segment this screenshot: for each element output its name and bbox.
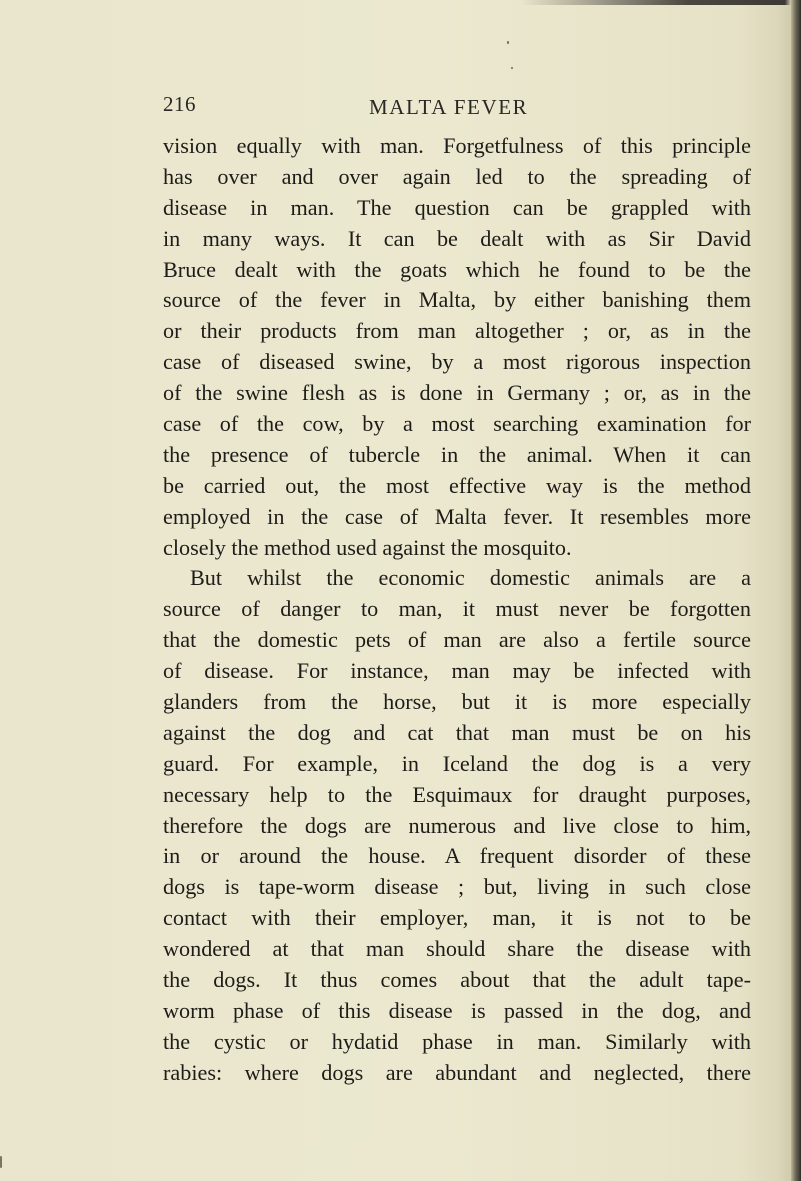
text-line: has over and over again led to the spreading of	[163, 163, 751, 189]
text-line: vision equally with man. Forgetfulness of this principle	[163, 133, 751, 158]
paper-speck	[507, 41, 509, 44]
text-line: dogs is tape-worm disease ; but, living in such close	[163, 874, 751, 900]
text-line: be carried out, the most effective way is the method	[163, 472, 751, 498]
page-right-edge	[791, 0, 801, 1181]
text-line: the presence of tubercle in the animal. When it can	[163, 441, 751, 467]
paper-speck	[511, 67, 513, 69]
text-line: source of the fever in Malta, by either banishing them	[163, 287, 751, 313]
text-line: of the swine flesh as is done in Germany ; or, as in the	[163, 380, 751, 406]
text-line: guard. For example, in Iceland the dog is a very	[163, 750, 751, 776]
paper-speck	[0, 1156, 2, 1168]
running-header	[0, 92, 801, 126]
text-line: employed in the case of Malta fever. It resembles more	[163, 503, 751, 529]
text-line: therefore the dogs are numerous and live close to him,	[163, 812, 751, 838]
text-line: the dogs. It thus comes about that the adult tape-	[163, 967, 751, 993]
text-line: that the domestic pets of man are also a fertile source	[163, 627, 751, 653]
text-line: in many ways. It can be dealt with as Sir David	[163, 225, 751, 251]
page-top-shadow	[520, 0, 801, 5]
text-line: source of danger to man, it must never be forgotten	[163, 596, 751, 622]
text-line: glanders from the horse, but it is more especially	[163, 689, 751, 715]
page-number: 216	[163, 92, 196, 116]
text-line: necessary help to the Esquimaux for draught purposes,	[163, 781, 751, 807]
text-line: rabies: where dogs are abundant and neglected, there	[163, 1059, 751, 1085]
text-line: the cystic or hydatid phase in man. Similarly with	[163, 1028, 751, 1054]
text-line: case of diseased swine, by a most rigorous inspection	[163, 349, 751, 375]
body-text	[163, 131, 751, 1089]
text-line: contact with their employer, man, it is not to be	[163, 905, 751, 931]
text-line: case of the cow, by a most searching examination for	[163, 411, 751, 437]
text-line: in or around the house. A frequent disorder of these	[163, 843, 751, 869]
running-title: MALTA FEVER	[369, 95, 529, 119]
text-line: against the dog and cat that man must be on his	[163, 719, 751, 745]
text-line: or their products from man altogether ; or, as in the	[163, 318, 751, 344]
text-line: wondered at that man should share the disease with	[163, 936, 751, 962]
text-line: of disease. For instance, man may be infected with	[163, 658, 751, 684]
text-line: disease in man. The question can be grappled with	[163, 194, 751, 220]
paragraph-start-line: But whilst the economic domestic animals are a	[190, 565, 751, 591]
text-line: closely the method used against the mosquito.	[163, 534, 572, 560]
text-line: worm phase of this disease is passed in the dog, and	[163, 997, 751, 1023]
text-line: Bruce dealt with the goats which he found to be the	[163, 256, 751, 282]
